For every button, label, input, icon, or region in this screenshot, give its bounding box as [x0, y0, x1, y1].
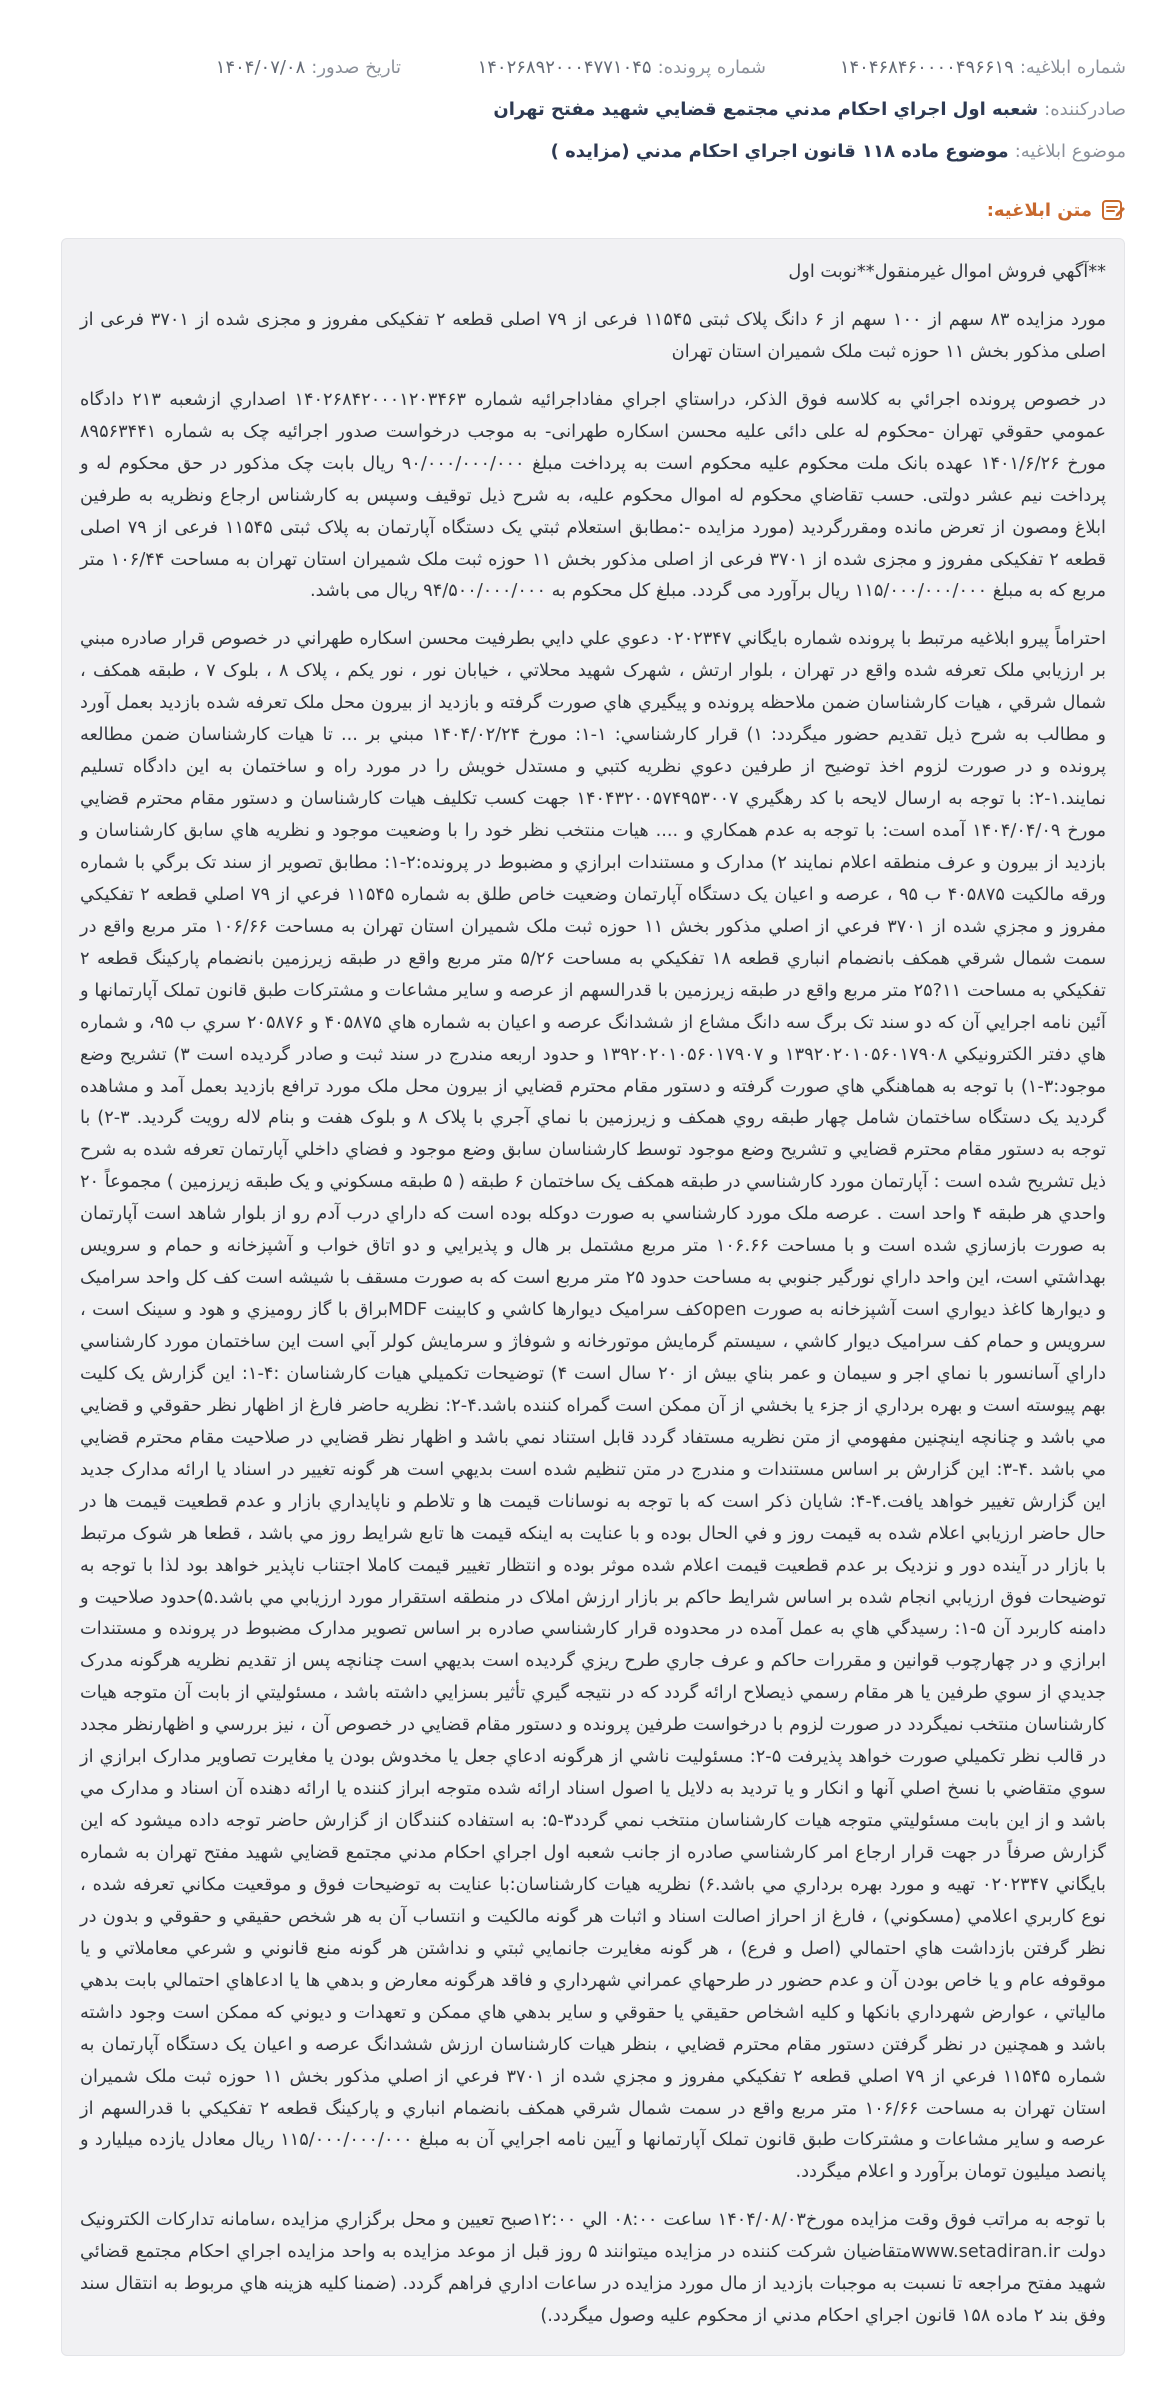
subject	[551, 141, 1126, 162]
notice-number-value: ۱۴۰۴۶۸۴۶۰۰۰۰۴۹۶۶۱۹	[839, 56, 1014, 78]
subject-label: موضوع ابلاغيه:	[1014, 140, 1126, 162]
notice-paragraph-heading: **آگهي فروش اموال غيرمنقول**نوبت اول	[788, 262, 1106, 282]
notice-paragraph-case: در خصوص پرونده اجرائي به کلاسه فوق الذکر، دراستاي اجراي مفاداجرائيه شماره ۱۴۰۲۶۸۴۲۰۰۰۱۲۰۳۴۶۳ اصداري ازشعبه ۲۱۳ دادگاه عمومي حقوقي تهران -محکوم له علی دائی علیه محسن اسکاره طهرانی- به موجب درخواست صدور اجرائيه چک به شماره ۸۹۵۶۳۴۴۱ مورخ ۱۴۰۱/۶/۲۶ عهده بانک ملت محکوم علیه محکوم است به پرداخت مبلغ ۹۰/۰۰۰/۰۰۰/۰۰۰ ريال بابت چک مذکور در حق محکوم له و پرداخت نیم عشر دولتی. حسب تقاضاي محکوم له اموال محکوم عليه، به شرح ذيل توقيف وسپس به کارشناس ارجاع ونظريه به طرفين ابلاغ ومصون از تعرض مانده ومقررگرديد (مورد مزايده -:مطابق استعلام ثبتي یک دستگاه آپارتمان به پلاک ثبتی ۱۱۵۴۵ فرعی از ۷۹ اصلی قطعه ۲ تفکیکی مفروز و مجزی شده از ۳۷۰۱ فرعی از اصلی مذکور بخش ۱۱ حوزه ثبت ملک شمیران استان تهران به مساحت ۱۰۶/۴۴ متر مربع که به مبلغ ۱۱۵/۰۰۰/۰۰۰/۰۰۰ ريال برآورد می گردد. مبلغ کل محکوم به ۹۴/۵۰۰/۰۰۰/۰۰۰ ريال می باشد.	[80, 389, 1106, 602]
notice-paragraph-expert-report: احتراماً پيرو ابلاغيه مرتبط با پرونده شماره بايگاني ۰۲۰۲۳۴۷ دعوي علي دايي بطرفيت محسن اسکاره طهراني در خصوص قرار صادره مبني بر ارزيابي ملک تعرفه شده واقع در تهران ، بلوار ارتش ، شهرک شهيد محلاتي ، خيابان نور ، نور يکم ، پلاک ۸ ، بلوک ۷ ، طبقه همکف ، شمال شرقي ، هيات کارشناسان ضمن ملاحظه پرونده و پيگيري هاي صورت گرفته و بازديد از بيرون محل ملک تعرفه شده بازديد بعمل آورد و مطالب به شرح ذيل تقديم حضور ميگردد: ۱) قرار کارشناسي: ۱-۱: مورخ ۱۴۰۴/۰۲/۲۴ مبني بر ... تا هيات کارشناسان ضمن مطالعه پرونده و در صورت لزوم اخذ توضيح از طرفين دعوي نظريه کتبي و مستدل خويش را در مورد راه و ساختمان به اين دادگاه تسليم نمايند.۱-۲: با توجه به ارسال لايحه با کد رهگيري ۱۴۰۴۳۲۰۰۵۷۴۹۵۳۰۰۷ جهت کسب تکليف هيات کارشناسان و دستور مقام محترم قضايي مورخ ۱۴۰۴/۰۴/۰۹ آمده است: با توجه به عدم همکاري و .... هيات منتخب نظر خود را با وضعيت موجود و نظريه هاي سابق کارشناسان و بازديد از بيرون و عرف منطقه اعلام نمايند ۲) مدارک و مستندات ابرازي و مضبوط در پرونده:۲-۱: مطابق تصوير از سند تک برگي با شماره ورقه مالکيت ۴۰۵۸۷۵ ب ۹۵ ، عرصه و اعيان يک دستگاه آپارتمان وضعيت خاص طلق به شماره ۱۱۵۴۵ فرعي از ۷۹ اصلي قطعه ۲ تفکيکي مفروز و مجزي شده از ۳۷۰۱ فرعي از اصلي مذکور بخش ۱۱ حوزه ثبت ملک شميران استان تهران به مساحت ۱۰۶/۶۶ متر مربع واقع در سمت شمال شرقي همکف بانضمام انباري قطعه ۱۸ تفکيکي به مساحت ۵/۲۶ متر مربع واقع در طبقه زيرزمين بانضمام پارکينگ قطعه ۲ تفکيکي به مساحت ۱۱?۲۵ متر مربع واقع در طبقه زيرزمين با قدرالسهم از عرصه و ساير مشاعات و مشترکات طبق قانون تملک آپارتمانها و آئين نامه اجرايي آن که دو سند تک برگ سه دانگ مشاع از ششدانگ عرصه و اعيان به شماره هاي ۴۰۵۸۷۵ و ۲۰۵۸۷۶ سري ب ۹۵، و شماره هاي دفتر الکترونيکي ۱۳۹۲۰۲۰۱۰۵۶۰۱۷۹۰۸ و ۱۳۹۲۰۲۰۱۰۵۶۰۱۷۹۰۷ و حدود اربعه مندرج در سند ثبت و صادر گرديده است ۳) تشريح وضع موجود:۳-۱) با توجه به هماهنگي هاي صورت گرفته و دستور مقام محترم قضايي از بيرون محل ملک مورد ترافع بازديد بعمل آمد و مشاهده گرديد يک دستگاه ساختمان شامل چهار طبقه روي همکف و زيرزمين با نماي آجري با پلاک ۸ و بلوک هفت و بنام لاله رويت گرديد. ۳-۲) با توجه به دستور مقام محترم قضايي و تشريح وضع موجود توسط کارشناسان سابق وضع موجود و فضاي داخلي آپارتمان تعرفه شده به شرح ذيل تشريح شده است : آپارتمان مورد کارشناسي در طبقه همکف يک ساختمان ۶ طبقه ( ۵ طبقه مسکوني و يک طبقه زيرزمين ) مجموعاً ۲۰ واحدي هر طبقه ۴ واحد است . عرصه ملک مورد کارشناسي به صورت دوکله بوده است که داراي درب آدم رو از بلوار شاهد است آپارتمان به صورت بازسازي شده است و با مساحت ۱۰۶.۶۶ متر مربع مشتمل بر هال و پذيرايي و دو اتاق خواب و آشپزخانه و حمام و سرويس بهداشتي است، اين واحد داراي نورگير جنوبي به مساحت حدود ۲۵ متر مربع است که به صورت مسقف با شيشه است کف کل واحد سراميک و ديوارها کاغذ ديواري است آشپزخانه به صورت openکف سراميک ديوارها کاشي و کابينت MDFبراق با گاز روميزي و هود و سينک است ، سرويس و حمام کف سراميک ديوار کاشي ، سيستم گرمايش موتورخانه و شوفاژ و سرمايش کولر آبي است اين ساختمان مورد کارشناسي داراي آسانسور با نماي اجر و سيمان و عمر بناي بيش از ۲۰ سال است ۴) توضيحات تکميلي هيات کارشناسان :۴-۱: اين گزارش يک کليت بهم پيوسته است و بهره برداري از جزء يا بخشي از آن ممکن است گمراه کننده باشد.۴-۲: نظريه حاضر فارغ از اظهار نظر حقوقي و قضايي مي باشد و چنانچه اينچنين مفهومي از متن نظريه مستفاد گردد قابل استناد نمي باشد و اظهار نظر قضايي در صلاحيت مقام محترم قضايي مي باشد .۴-۳: اين گزارش بر اساس مستندات و مندرج در متن تنظيم شده است بديهي است هر گونه تغيير در اسناد يا ارائه مدارک جديد اين گزارش تغيير خواهد يافت.۴-۴: شايان ذکر است که با توجه به نوسانات قيمت ها و تلاطم و ناپايداري بازار و عدم قطعيت قيمت ها در حال حاضر ارزيابي اعلام شده به قيمت روز و في الحال بوده و با عنايت به اينکه قيمت ها تابع شرايط روز مي باشد ، قطعا هر شوک مرتبط با بازار در آينده دور و نزديک بر عدم قطعيت قيمت اعلام شده موثر بوده و انتظار تغيير قيمت کاملا اجتناب ناپذير خواهد بود لذا با توجه به توضيحات فوق ارزيابي انجام شده بر اساس شرايط حاکم بر بازار ارزش املاک در منطقه استقرار مورد ارزيابي مي باشد.۵)حدود صلاحيت و دامنه کاربرد آن ۵-۱: رسيدگي هاي به عمل آمده در محدوده قرار کارشناسي صادره بر اساس تصوير مدارک مضبوط در پرونده و مستندات ابرازي و در چهارچوب قوانين و مقررات حاکم و عرف جاري طرح ريزي گرديده است بديهي است چنانچه پس از تقديم نظريه هرگونه مدرک جديدي از سوي طرفين يا هر مقام رسمي ذيصلاح ارائه گردد که در نتيجه گيري تأثير بسزايي داشته باشد ، مسئوليتي از بابت آن متوجه هيات کارشناسان منتخب نميگردد در صورت لزوم با درخواست طرفين پرونده و دستور مقام قضايي در خصوص آن ، نيز بررسي و اظهارنظر مجدد در قالب نظر تکميلي صورت خواهد پذيرفت ۵-۲: مسئوليت ناشي از هرگونه ادعاي جعل يا مخدوش بودن يا مغايرت تصاوير مدارک ابرازي از سوي متقاضي با نسخ اصلي آنها و انکار و يا ترديد به دلايل يا اصول اسناد ارائه شده متوجه ابراز کننده يا ارائه دهنده آن اسناد و مدارک مي باشد و از اين بابت مسئوليتي متوجه هيات کارشناسان منتخب نمي گردد۳-۵: به استفاده کنندگان از گزارش حاضر توجه داده ميشود که اين گزارش صرفاً در جهت قرار ارجاع امر کارشناسي صادره از جانب شعبه اول اجراي احکام مدني مجتمع قضايي شهيد مفتح تهران به شماره بايگاني ۰۲۰۲۳۴۷ تهيه و مورد بهره برداري مي باشد.۶) نظريه هيات کارشناسان:با عنايت به توضيحات فوق و موقعيت مکاني تعرفه شده ، نوع کاربري اعلامي (مسکوني) ، فارغ از احراز اصالت اسناد و اثبات هر گونه مالکيت و انتساب آن به هر شخص حقيقي و حقوقي و بدون در نظر گرفتن بازداشت هاي احتمالي (اصل و فرع) ، هر گونه مغايرت جانمايي ثبتي و نداشتن هر گونه منع قانوني و شرعي معاملاتي و يا موقوفه عام و يا خاص بودن آن و عدم حضور در طرحهاي عمراني شهرداري و فاقد هرگونه معارض و بدهي ها يا ادعاهاي احتمالي بابت بدهي مالياتي ، عوارض شهرداري بانکها و کليه اشخاص حقيقي يا حقوقي و ساير بدهي هاي ممکن و تعهدات و ديوني که ممکن است وجود داشته باشد و همچنين در نظر گرفتن دستور مقام محترم قضايي ، بنظر هيات کارشناسان ارزش ششدانگ عرصه و اعيان يک دستگاه آپارتمان به شماره ۱۱۵۴۵ فرعي از ۷۹ اصلي قطعه ۲ تفکيکي مفروز و مجزي شده از ۳۷۰۱ فرعي از اصلي مذکور بخش ۱۱ حوزه ثبت ملک شميران استان تهران به مساحت ۱۰۶/۶۶ متر مربع واقع در سمت شمال شرقي همکف بانضمام انباري و پارکينگ قطعه ۲ تفکيکي با قدرالسهم از عرصه و ساير مشاعات و مشترکات طبق قانون تملک آپارتمانها و آيين نامه اجرايي آن به مبلغ ۱۱۵/۰۰۰/۰۰۰/۰۰۰ ريال معادل يازده ميليارد و پانصد ميليون تومان برآورد و اعلام ميگردد.	[80, 629, 1107, 2183]
subject-value: موضوع ماده ۱۱۸ قانون اجراي احکام مدني (مزايده )	[550, 140, 1009, 162]
notice-document-icon	[1100, 197, 1126, 223]
notice-number	[766, 57, 1126, 78]
notice-header	[48, 50, 1126, 176]
notice-text-box	[61, 238, 1125, 2356]
notice-meta-row	[48, 50, 1126, 84]
notice-paragraph-auction-time: با توجه به مراتب فوق وقت مزايده مورخ۱۴۰۴/۰۸/۰۳ ساعت ۰۸:۰۰ الي ۱۲:۰۰صبح تعيين و محل برگزاري مزايده ،سامانه تدارکات الکترونيک دولت www.setadiran.irمتقاضيان شرکت کننده در مزايده ميتوانند ۵ روز قبل از موعد مزايده به واحد مزايده اجراي احکام مجتمع قضائي شهيد مفتح مراجعه تا نسبت به موجبات بازديد از مال مورد مزايده در ساعات اداري فراهم گردد. (ضمنا کليه هزينه هاي مربوط به انتقال سند وفق بند ۲ ماده ۱۵۸ قانون اجراي احکام مدني از محکوم عليه وصول ميگردد.)	[80, 2210, 1106, 2327]
notice-paragraph-subject: مورد مزايده ۸۳ سهم از ۱۰۰ سهم از ۶ دانگ پلاک ثبتی ۱۱۵۴۵ فرعی از ۷۹ اصلی قطعه ۲ تفکیکی مفروز و مجزی شده از ۳۷۰۱ فرعی از اصلی مذکور بخش ۱۱ حوزه ثبت ملک شمیران استان تهران	[80, 309, 1106, 362]
subject-row	[48, 134, 1126, 168]
issuer-row	[48, 92, 1126, 126]
case-number	[401, 57, 766, 78]
issue-date	[216, 57, 401, 78]
notice-text-heading	[987, 197, 1126, 223]
issue-date-value: ۱۴۰۴/۰۷/۰۸	[215, 56, 306, 78]
case-number-label: شماره پرونده:	[657, 56, 766, 78]
issuer-label: صادرکننده:	[1044, 98, 1126, 120]
notice-text-title: متن ابلاغيه:	[986, 199, 1092, 221]
issuer	[493, 99, 1126, 120]
notice-number-label: شماره ابلاغيه:	[1019, 56, 1126, 78]
issuer-value: شعبه اول اجراي احکام مدني مجتمع قضايي شهيد مفتح تهران	[493, 98, 1039, 120]
issue-date-label: تاريخ صدور:	[311, 56, 401, 78]
case-number-value: ۱۴۰۲۶۸۹۲۰۰۰۴۷۷۱۰۴۵	[477, 56, 652, 78]
